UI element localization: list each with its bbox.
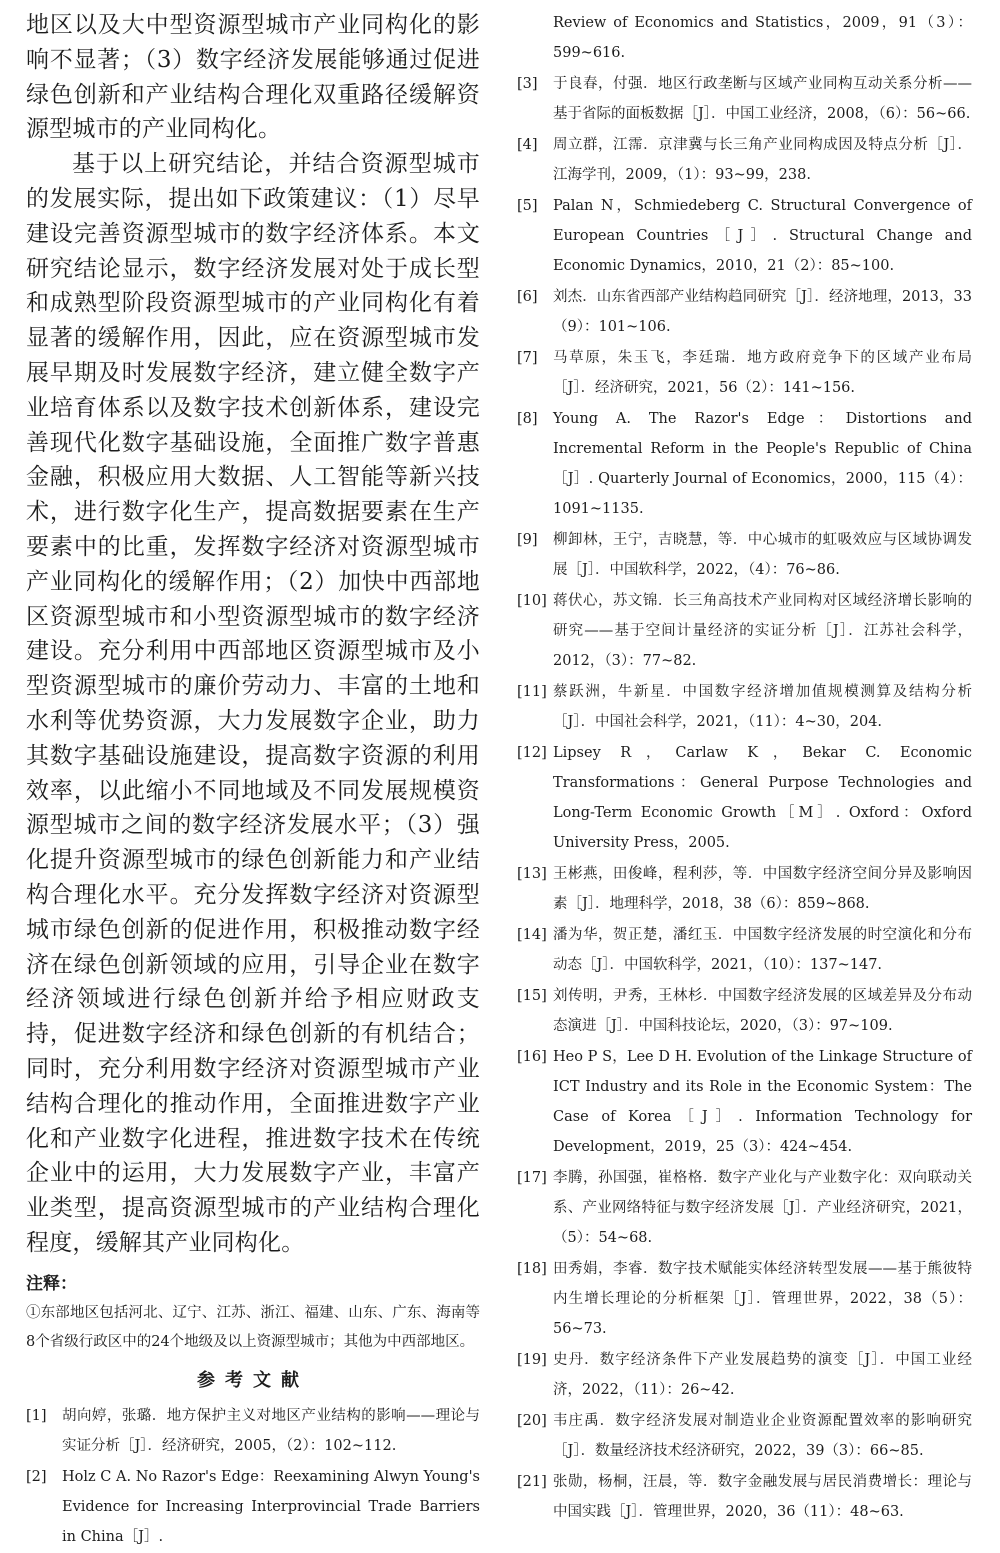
reference-text: 王彬燕，田俊峰，程利莎，等．中国数字经济空间分异及影响因素［J］．地理科学，2018，38（6）：859~868. <box>553 866 972 912</box>
reference-number: [7] <box>517 350 538 366</box>
reference-text: 马草原，朱玉飞，李廷瑞．地方政府竞争下的区域产业布局［J］．经济研究，2021，56（2）：141~156. <box>553 350 972 396</box>
reference-item <box>26 1462 480 1552</box>
reference-item <box>517 1254 972 1344</box>
reference-number: [18] <box>517 1261 547 1277</box>
reference-text: 刘杰．山东省西部产业结构趋同研究［J］．经济地理，2013，33（9）：101~106. <box>553 289 972 335</box>
reference-item <box>517 586 972 676</box>
reference-item <box>517 343 972 403</box>
reference-number: [16] <box>517 1049 547 1065</box>
reference-number: [15] <box>517 988 547 1004</box>
reference-item <box>517 1345 972 1405</box>
reference-text: Lipsey R，Carlaw K，Bekar C. Economic Transformations：General Purpose Technologies and Long-Term Economic Growth［M］. Oxford：Oxford University Press，2005. <box>553 745 972 851</box>
reference-item <box>517 69 972 129</box>
reference-text: 柳卸林，王宁，吉晓慧，等．中心城市的虹吸效应与区域协调发展［J］．中国软科学，2022，（4）：76~86. <box>553 532 972 578</box>
body-paragraph-2: 基于以上研究结论，并结合资源型城市的发展实际，提出如下政策建议：（1）尽早建设完善资源型城市的数字经济体系。本文研究结论显示，数字经济发展对处于成长型和成熟型阶段资源型城市的产业同构化有着显著的缓解作用，因此，应在资源型城市发展早期及时发展数字经济，建立健全数字产业培育体系以及数字技术创新体系，建设完善现代化数字基础设施，全面推广数字普惠金融，积极应用大数据、人工智能等新兴技术，进行数字化生产，提高数据要素在生产要素中的比重，发挥数字经济对资源型城市产业同构化的缓解作用；（2）加快中西部地区资源型城市和小型资源型城市的数字经济建设。充分利用中西部地区资源型城市及小型资源型城市的廉价劳动力、丰富的土地和水利等优势资源，大力发展数字企业，助力其数字基础设施建设，提高数字资源的利用效率，以此缩小不同地域及不同发展规模资源型城市之间的数字经济发展水平；（3）强化提升资源型城市的绿色创新能力和产业结构合理化水平。充分发挥数字经济对资源型城市绿色创新的促进作用，积极推动数字经济在绿色创新领域的应用，引导企业在数字经济领域进行绿色创新并给予相应财政支持，促进数字经济和绿色创新的有机结合；同时，充分利用数字经济对资源型城市产业结构合理化的推动作用，全面推进数字产业化和产业数字化进程，推进数字技术在传统企业中的运用，大力发展数字产业，丰富产业类型，提高资源型城市的产业结构合理化程度，缓解其产业同构化。 <box>26 151 480 1256</box>
reference-item <box>517 1163 972 1253</box>
note-1: ①东部地区包括河北、辽宁、江苏、浙江、福建、山东、广东、海南等8个省级行政区中的24个地级及以上资源型城市；其他为中西部地区。 <box>26 1304 480 1350</box>
reference-item <box>517 525 972 585</box>
reference-item <box>517 404 972 524</box>
reference-text: 潘为华，贺正楚，潘红玉．中国数字经济发展的时空演化和分布动态［J］．中国软科学，2021，（10）：137~147. <box>553 927 972 973</box>
reference-text: 刘传明，尹秀，王林杉．中国数字经济发展的区域差异及分布动态演进［J］．中国科技论坛，2020，（3）：97~109. <box>553 988 972 1034</box>
reference-item <box>517 1042 972 1162</box>
reference-number: [4] <box>517 137 538 153</box>
reference-item <box>517 859 972 919</box>
reference-number <box>517 8 553 68</box>
reference-item <box>517 1406 972 1466</box>
reference-number: [8] <box>517 411 538 427</box>
reference-number: [5] <box>517 198 538 214</box>
body-paragraph-1: 地区以及大中型资源型城市产业同构化的影响不显著；（3）数字经济发展能够通过促进绿色创新和产业结构合理化双重路径缓解资源型城市的产业同构化。 <box>26 12 480 143</box>
reference-number: [12] <box>517 745 547 761</box>
reference-text: Review of Economics and Statistics，2009，91（3）：599~616. <box>553 15 972 61</box>
reference-item <box>517 8 972 68</box>
reference-text: Palan N，Schmiedeberg C. Structural Convergence of European Countries［J］. Structural Change and Economic Dynamics，2010，21（2）：85~100. <box>553 198 972 274</box>
reference-text: 张勋，杨桐，汪晨，等．数字金融发展与居民消费增长：理论与中国实践［J］．管理世界，2020，36（11）：48~63. <box>553 1474 972 1520</box>
reference-number: [2] <box>26 1468 47 1485</box>
reference-number: [20] <box>517 1413 547 1429</box>
reference-item <box>517 677 972 737</box>
reference-number: [3] <box>517 76 538 92</box>
reference-text: Holz C A. No Razor's Edge：Reexamining Alwyn Young's Evidence for Increasing Interprovincial Trade Barriers in China［J］. <box>62 1468 480 1545</box>
reference-text: 周立群，江霈．京津冀与长三角产业同构成因及特点分析［J］．江海学刊，2009，（1）：93~99，238. <box>553 137 972 183</box>
reference-number: [13] <box>517 866 547 882</box>
left-column <box>26 8 480 1553</box>
reference-text: 蒋伏心，苏文锦．长三角高技术产业同构对区域经济增长影响的研究——基于空间计量经济的实证分析［J］．江苏社会科学，2012，（3）：77~82. <box>553 593 972 669</box>
reference-text: 史丹．数字经济条件下产业发展趋势的演变［J］．中国工业经济，2022，（11）：26~42. <box>553 1352 972 1398</box>
references-list-right <box>517 8 972 1527</box>
reference-text: 胡向婷，张璐．地方保护主义对地区产业结构的影响——理论与实证分析［J］．经济研究，2005，（2）：102~112. <box>62 1407 480 1454</box>
reference-item <box>517 130 972 190</box>
references-heading: 参考文献 <box>197 1369 309 1391</box>
reference-item <box>517 738 972 858</box>
reference-number: [6] <box>517 289 538 305</box>
reference-text: 田秀娟，李睿．数字技术赋能实体经济转型发展——基于熊彼特内生增长理论的分析框架［J］．管理世界，2022，38（5）：56~73. <box>553 1261 972 1337</box>
references-list-left <box>26 1401 480 1552</box>
reference-text: 蔡跃洲，牛新星．中国数字经济增加值规模测算及结构分析［J］．中国社会科学，2021，（11）：4~30，204. <box>553 684 972 730</box>
right-column <box>517 8 972 1528</box>
reference-item <box>517 191 972 281</box>
reference-number: [1] <box>26 1407 47 1424</box>
reference-text: 韦庄禹．数字经济发展对制造业企业资源配置效率的影响研究［J］．数量经济技术经济研究，2022，39（3）：66~85. <box>553 1413 972 1459</box>
reference-item <box>517 981 972 1041</box>
reference-item <box>517 1467 972 1527</box>
reference-number: [19] <box>517 1352 547 1368</box>
reference-number: [14] <box>517 927 547 943</box>
reference-text: Heo P S，Lee D H. Evolution of the Linkage Structure of ICT Industry and its Role in the Economic System：The Case of Korea［J］. Information Technology for Development，2019，25（3）：424~454. <box>553 1049 972 1155</box>
reference-text: Young A. The Razor's Edge：Distortions and Incremental Reform in the People's Republic of China［J］. Quarterly Journal of Economics，2000，115（4）：1091~1135. <box>553 411 972 517</box>
notes-heading: 注释： <box>26 1273 77 1294</box>
reference-text: 于良春，付强．地区行政垄断与区域产业同构互动关系分析——基于省际的面板数据［J］．中国工业经济，2008，（6）：56~66. <box>553 76 972 122</box>
reference-item <box>26 1401 480 1461</box>
reference-number: [9] <box>517 532 538 548</box>
reference-item <box>517 282 972 342</box>
reference-item <box>517 920 972 980</box>
reference-number: [10] <box>517 593 547 609</box>
reference-text: 李腾，孙国强，崔格格．数字产业化与产业数字化：双向联动关系、产业网络特征与数字经济发展［J］．产业经济研究，2021，（5）：54~68. <box>553 1170 972 1246</box>
reference-number: [11] <box>517 684 547 700</box>
reference-number: [21] <box>517 1474 547 1490</box>
reference-number: [17] <box>517 1170 547 1186</box>
